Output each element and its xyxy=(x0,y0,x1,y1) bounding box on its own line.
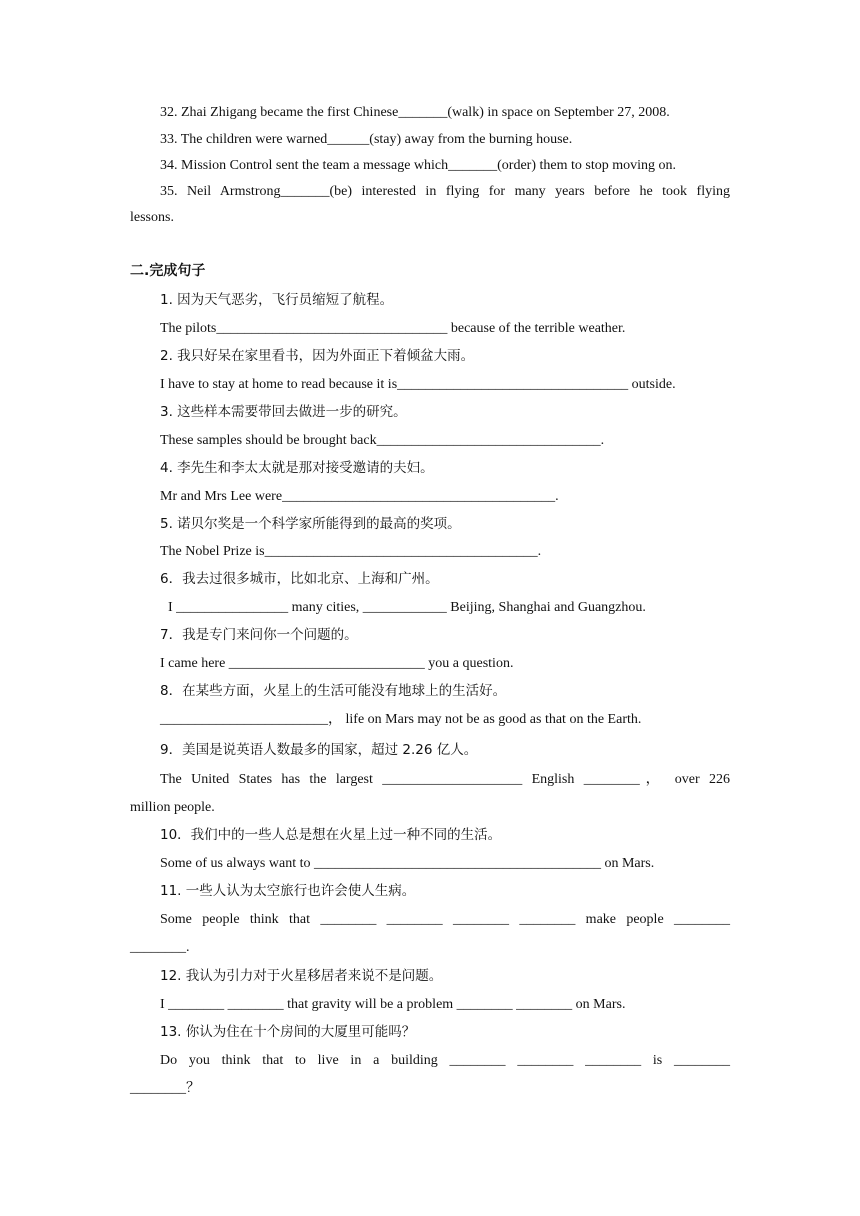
sentence-8-english: ________________________， life on Mars may not be as good as that on the Earth. xyxy=(160,712,642,727)
sentence-10-chinese: 10．我们中的一些人总是想在火星上过一种不同的生活。 xyxy=(160,827,502,843)
sentence-2-english: I have to stay at home to read because it is_________________________________ outside. xyxy=(160,377,676,392)
sentence-13-english: Do you think that to live in a building ________ ________ ________ is ________ xyxy=(160,1053,730,1068)
sentence-11-english: Some people think that ________ ________ ________ ________ make people ________ xyxy=(160,912,730,927)
sentence-8-chinese: 8．在某些方面，火星上的生活可能没有地球上的生活好。 xyxy=(160,683,507,699)
sentence-1-chinese: 1. 因为天气恶劣，飞行员缩短了航程。 xyxy=(160,292,394,308)
question-32: 32. Zhai Zhigang became the first Chinese_______(walk) in space on September 27, 2008. xyxy=(160,105,670,120)
sentence-12-english: I ________ ________ that gravity will be a problem ________ ________ on Mars. xyxy=(160,997,626,1012)
sentence-2-chinese: 2. 我只好呆在家里看书，因为外面正下着倾盆大雨。 xyxy=(160,348,475,364)
question-35-line-2: lessons. xyxy=(130,210,174,225)
sentence-1-english: The pilots_________________________________ because of the terrible weather. xyxy=(160,321,626,336)
question-35-line-1: 35. Neil Armstrong_______(be) interested in flying for many years before he took flying xyxy=(160,184,730,199)
sentence-4-chinese: 4. 李先生和李太太就是那对接受邀请的夫妇。 xyxy=(160,460,434,476)
sentence-5-chinese: 5. 诺贝尔奖是一个科学家所能得到的最高的奖项。 xyxy=(160,516,461,532)
sentence-5-english: The Nobel Prize is_______________________________________. xyxy=(160,544,542,559)
question-33: 33. The children were warned______(stay) away from the burning house. xyxy=(160,132,573,147)
sentence-6-english: I ________________ many cities, ____________ Beijing, Shanghai and Guangzhou. xyxy=(168,600,646,615)
sentence-3-chinese: 3. 这些样本需要带回去做进一步的研究。 xyxy=(160,404,407,420)
sentence-6-chinese: 6．我去过很多城市，比如北京、上海和广州。 xyxy=(160,571,439,587)
sentence-7-chinese: 7．我是专门来问你一个问题的。 xyxy=(160,627,358,643)
sentence-9-english: The United States has the largest ____________________ English ________， over 226 xyxy=(160,772,730,787)
sentence-7-english: I came here ____________________________ you a question. xyxy=(160,656,514,671)
sentence-4-english: Mr and Mrs Lee were_______________________________________. xyxy=(160,489,559,504)
sentence-10-english: Some of us always want to _________________________________________ on Mars. xyxy=(160,856,655,871)
sentence-12-chinese: 12. 我认为引力对于火星移居者来说不是问题。 xyxy=(160,968,443,984)
section-heading: 二.完成句子 xyxy=(130,263,206,279)
question-34: 34. Mission Control sent the team a message which_______(order) them to stop moving on. xyxy=(160,158,676,173)
sentence-9-english-cont: million people. xyxy=(130,800,215,815)
sentence-13-chinese: 13. 你认为住在十个房间的大厦里可能吗？ xyxy=(160,1024,416,1040)
sentence-11-chinese: 11. 一些人认为太空旅行也许会使人生病。 xyxy=(160,883,416,899)
sentence-13-english-cont: ________？ xyxy=(130,1081,200,1096)
sentence-3-english: These samples should be brought back________________________________. xyxy=(160,433,605,448)
sentence-9-chinese: 9．美国是说英语人数最多的国家，超过 2.26 亿人。 xyxy=(160,742,478,758)
sentence-11-english-cont: ________. xyxy=(130,940,190,955)
